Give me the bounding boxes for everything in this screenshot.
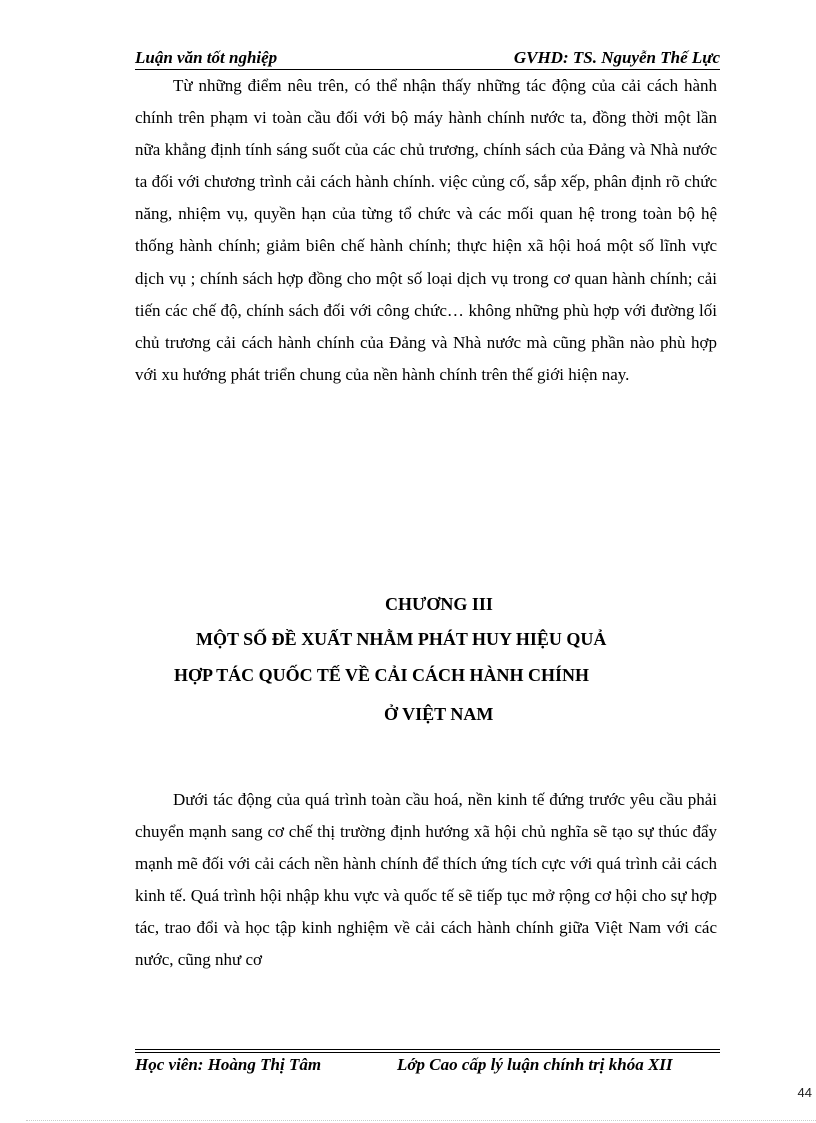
- page-edge-divider: [26, 1120, 816, 1121]
- footer-student: Học viên: Hoàng Thị Tâm: [135, 1055, 322, 1074]
- chapter-label: CHƯƠNG III: [385, 594, 493, 614]
- page-number: 44: [797, 1085, 812, 1100]
- body-paragraph-1: Từ những điểm nêu trên, có thể nhận thấy những tác động của cải cách hành chính trên phạm vi toàn cầu đối với bộ máy hành chính nước ta, đồng thời một lần nữa khẳng định tính sáng suốt của các chủ trương, chính sách của Đảng và Nhà nước ta đối với chương trình cải cách hành chính. việc củng cố, sắp xếp, phân định rõ chức năng, nhiệm vụ, quyền hạn của từng tổ chức và các mối quan hệ trong toàn bộ hệ thống hành chính; giảm biên chế hành chính; thực hiện xã hội hoá một số lĩnh vực dịch vụ ; chính sách hợp đồng cho một số loại dịch vụ trong cơ quan hành chính; cải tiến các chế độ, chính sách đối với công chức… không những phù hợp với đường lối chủ trương cải cách hành chính của Đảng và Nhà nước mà cũng phần nào phù hợp với xu hướng phát triển chung của nền hành chính trên thế giới hiện nay.: [135, 76, 717, 384]
- chapter-title-line-1: MỘT SỐ ĐỀ XUẤT NHẰM PHÁT HUY HIỆU QUẢ: [196, 629, 607, 649]
- body-paragraph-2: Dưới tác động của quá trình toàn cầu hoá, nền kinh tế đứng trước yêu cầu phải chuyển mạnh sang cơ chế thị trường định hướng xã hội chủ nghĩa sẽ tạo sự thúc đẩy mạnh mẽ đối với cải cách nền hành chính để thích ứng tích cực với quá trình cải cách kinh tế. Quá trình hội nhập khu vực và quốc tế sẽ tiếp tục mở rộng cơ hội cho sự hợp tác, trao đổi và học tập kinh nghiệm về cải cách hành chính giữa Việt Nam với các nước, cũng như cơ: [135, 790, 717, 970]
- footer-class: Lớp Cao cấp lý luận chính trị khóa XII: [397, 1055, 673, 1074]
- chapter-title-line-2: HỢP TÁC QUỐC TẾ VỀ CẢI CÁCH HÀNH CHÍNH: [174, 665, 590, 685]
- header-advisor: GVHD: TS. Nguyễn Thế Lực: [513, 48, 720, 67]
- header-thesis-label: Luận văn tốt nghiệp: [135, 48, 278, 67]
- chapter-title-line-3: Ở VIỆT NAM: [384, 704, 494, 724]
- footer-rule: [135, 1049, 720, 1053]
